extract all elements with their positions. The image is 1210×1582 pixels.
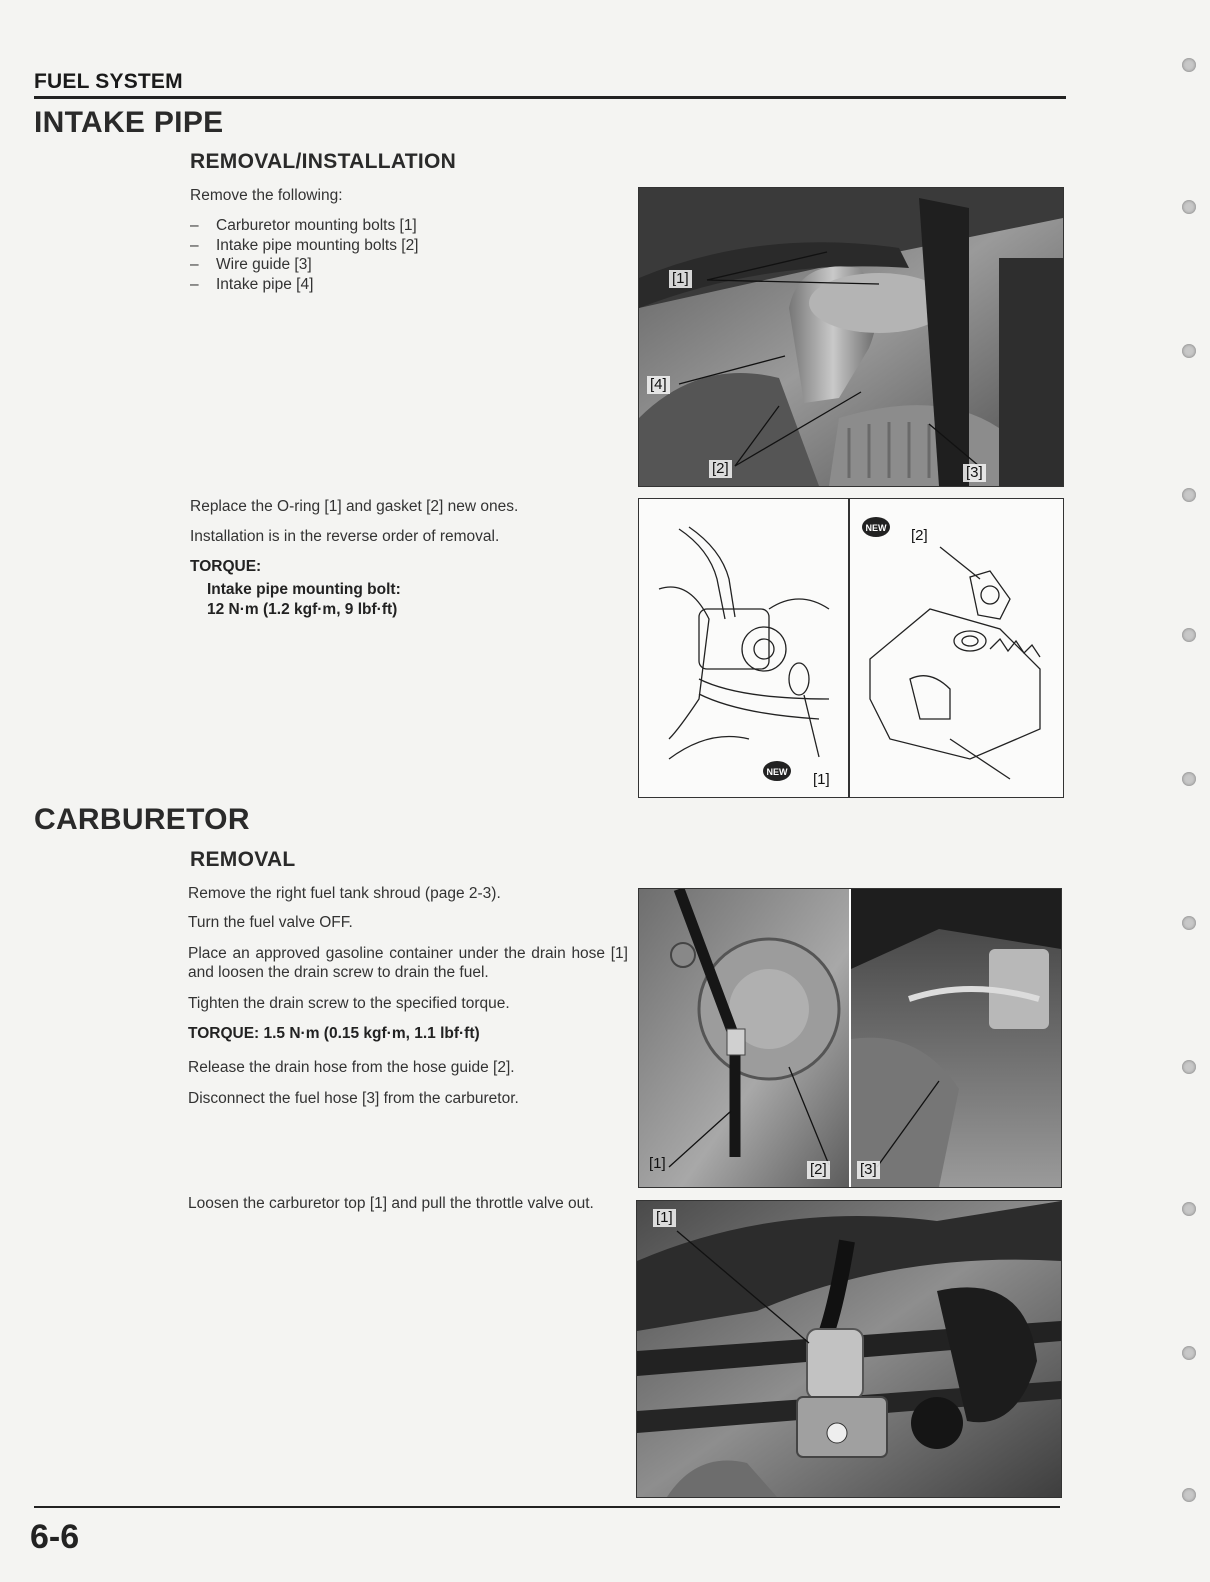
binder-hole	[1182, 1060, 1196, 1074]
binder-hole	[1182, 1202, 1196, 1216]
binder-hole	[1182, 488, 1196, 502]
binder-hole	[1182, 344, 1196, 358]
list-item: – Wire guide [3]	[190, 255, 590, 275]
carb-step-2: Turn the fuel valve OFF.	[188, 914, 353, 931]
torque-label: TORQUE:	[190, 558, 262, 575]
list-item: – Carburetor mounting bolts [1]	[190, 216, 590, 236]
torque-value: 12 N·m (1.2 kgf·m, 9 lbf·ft)	[207, 601, 398, 618]
diagram-callout-1: [1]	[813, 771, 830, 788]
intake-subtitle: REMOVAL/INSTALLATION	[190, 150, 457, 173]
oring-gasket-diagram	[638, 498, 1064, 798]
binder-hole	[1182, 772, 1196, 786]
replace-note: Replace the O-ring [1] and gasket [2] new ones.	[190, 498, 519, 515]
carb-step-4: Tighten the drain screw to the specified torque.	[188, 995, 510, 1012]
carb-step-6: Disconnect the fuel hose [3] from the carburetor.	[188, 1090, 519, 1107]
new-part-icon	[862, 517, 890, 537]
footer-rule	[34, 1506, 1060, 1508]
binder-hole	[1182, 58, 1196, 72]
list-item: – Intake pipe mounting bolts [2]	[190, 236, 590, 256]
photo3-callout-1: [1]	[653, 1209, 676, 1227]
removal-list	[190, 216, 590, 294]
new-part-icon	[763, 761, 791, 781]
carb-step-1: Remove the right fuel tank shroud (page 2-3).	[188, 885, 501, 902]
drain-hose-photo	[638, 888, 1062, 1188]
header-rule	[34, 96, 1066, 99]
carburetor-top-photo	[636, 1200, 1062, 1498]
drain-hose-photo-art	[639, 889, 1061, 1187]
binder-hole	[1182, 200, 1196, 214]
binder-hole	[1182, 1488, 1196, 1502]
carb-torque: TORQUE: 1.5 N·m (0.15 kgf·m, 1.1 lbf·ft)	[188, 1025, 480, 1042]
intake-pipe-photo	[638, 187, 1064, 487]
binder-hole	[1182, 1346, 1196, 1360]
carb-step-5: Release the drain hose from the hose guide [2].	[188, 1059, 515, 1076]
carburetor-line-drawing	[639, 499, 848, 797]
binder-hole	[1182, 916, 1196, 930]
photo2-callout-3: [3]	[857, 1161, 880, 1179]
photo1-callout-1: [1]	[669, 270, 692, 288]
photo1-callout-2: [2]	[709, 460, 732, 478]
carburetor-subtitle: REMOVAL	[190, 848, 296, 871]
photo2-callout-2: [2]	[807, 1161, 830, 1179]
torque-item: Intake pipe mounting bolt:	[207, 581, 401, 598]
gasket-line-drawing	[850, 499, 1063, 797]
photo1-callout-4: [4]	[647, 376, 670, 394]
binder-hole	[1182, 628, 1196, 642]
carb-step-3: Place an approved gasoline container under the drain hose [1] and loosen the drain screw to drain the fuel.	[188, 945, 628, 981]
page-number: 6-6	[30, 1518, 80, 1556]
install-note: Installation is in the reverse order of removal.	[190, 528, 500, 545]
section-header: FUEL SYSTEM	[34, 70, 183, 93]
new-badge-text: NEW	[865, 523, 887, 533]
intake-pipe-title: INTAKE PIPE	[34, 106, 224, 139]
carburetor-title: CARBURETOR	[34, 803, 250, 836]
carb-top-note: Loosen the carburetor top [1] and pull the throttle valve out.	[188, 1195, 594, 1212]
list-item: – Intake pipe [4]	[190, 275, 590, 295]
intake-intro: Remove the following:	[190, 187, 343, 204]
intake-pipe-photo-art	[639, 188, 1063, 486]
new-badge-text: NEW	[766, 767, 788, 777]
photo2-callout-1: [1]	[649, 1155, 666, 1172]
carburetor-top-photo-art	[637, 1201, 1061, 1497]
photo1-callout-3: [3]	[963, 464, 986, 482]
diagram-callout-2: [2]	[911, 527, 928, 544]
